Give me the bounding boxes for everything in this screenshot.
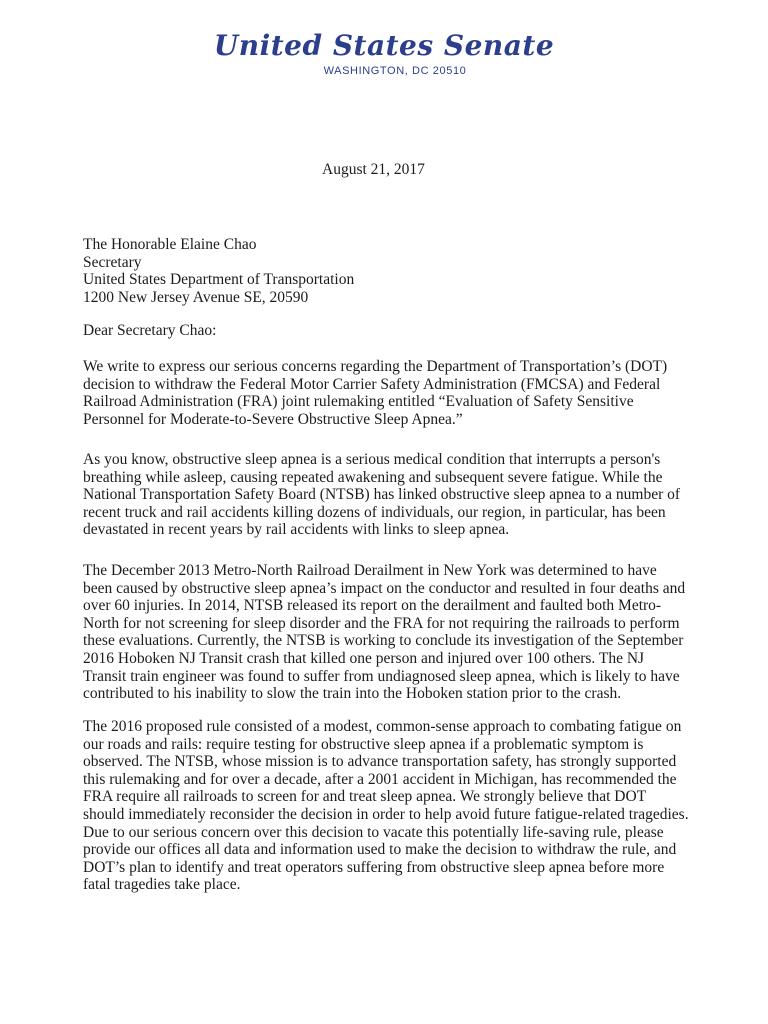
salutation: Dear Secretary Chao: (83, 322, 217, 339)
recipient-title: Secretary (83, 253, 142, 271)
recipient-street: 1200 New Jersey Avenue SE, 20590 (83, 288, 309, 306)
inside-address (83, 236, 354, 306)
letterhead (0, 30, 768, 77)
letter-date: August 21, 2017 (322, 161, 425, 178)
senate-title: United States Senate (213, 29, 555, 62)
recipient-department: United States Department of Transportation (83, 271, 355, 288)
paragraph-4: The 2016 proposed rule consisted of a modest, common-sense approach to combating fatigue on our roads and rails: require testing for obstructive sleep apnea if a problematic symptom is observed. The NTSB, whose mission is to advance transportation safety, has strongly supported this rulemaking and for over a decade, after a 2001 accident in Michigan, has recommended the FRA require all railroads to screen for and treat sleep apnea. We strongly believe that DOT should immediately reconsider the decision in order to help avoid future fatigue-related tragedies. Due to our serious concern over this decision to vacate this potentially life-saving rule, please provide our offices all data and information used to make the decision to withdraw the rule, and DOT’s plan to identify and treat operators suffering from obstructive sleep apnea before more fatal tragedies take place. (83, 718, 689, 894)
paragraph-1: We write to express our serious concerns regarding the Department of Transportation’s (DOT) decision to withdraw the Federal Motor Carrier Safety Administration (FMCSA) and Federal Railroad Administration (FRA) joint rulemaking entitled “Evaluation of Safety Sensitive Personnel for Moderate-to-Severe Obstructive Sleep Apnea.” (83, 358, 668, 428)
paragraph-3: The December 2013 Metro-North Railroad Derailment in New York was determined to have been caused by obstructive sleep apnea’s impact on the conductor and resulted in four deaths and over 60 injuries. In 2014, NTSB released its report on the derailment and faulted both Metro-North for not screening for sleep disorder and the FRA for not requiring the railroads to perform these evaluations. Currently, the NTSB is working to conclude its investigation of the September 2016 Hoboken NJ Transit crash that killed one person and injured over 100 others. The NJ Transit train engineer was found to suffer from undiagnosed sleep apnea, which is likely to have contributed to his inability to slow the train into the Hoboken station prior to the crash. (83, 562, 686, 703)
paragraph-2: As you know, obstructive sleep apnea is a serious medical condition that interrupts a person's breathing while asleep, causing repeated awakening and subsequent severe fatigue. While the National Transportation Safety Board (NTSB) has linked obstructive sleep apnea to a number of recent truck and rail accidents killing dozens of individuals, our region, in particular, has been devastated in recent years by rail accidents with links to sleep apnea. (83, 451, 681, 539)
recipient-name: The Honorable Elaine Chao (83, 236, 257, 253)
senate-address: WASHINGTON, DC 20510 (323, 65, 467, 77)
